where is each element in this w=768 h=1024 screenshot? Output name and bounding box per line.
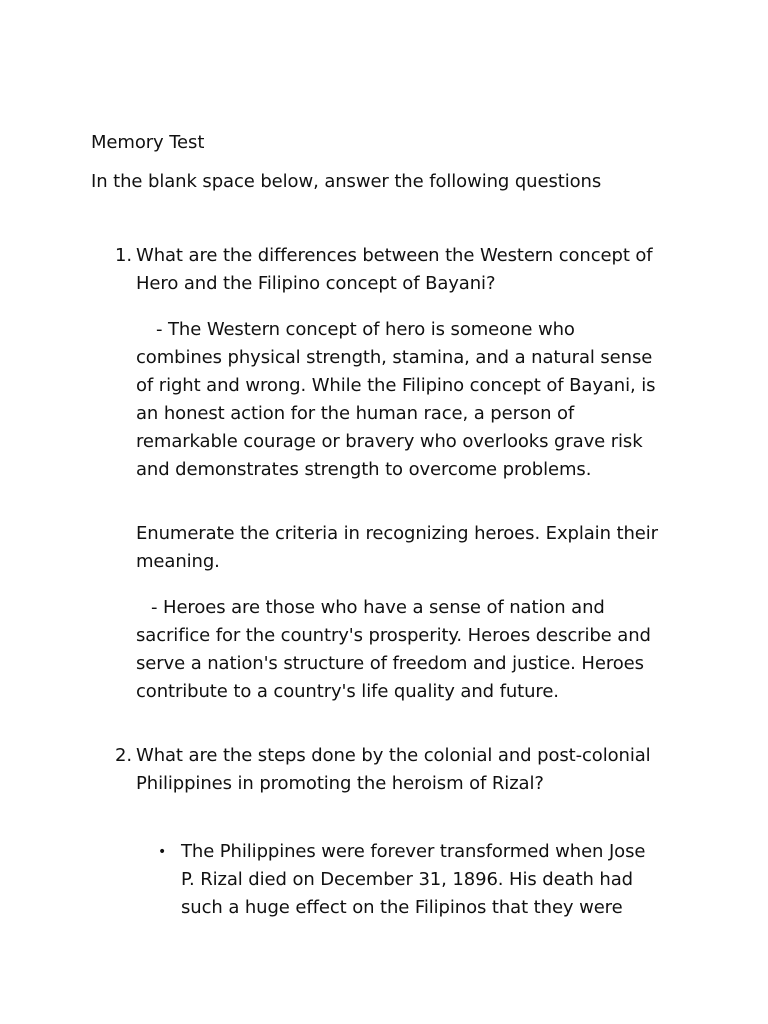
- q2-number: 2.: [115, 745, 132, 766]
- q1-answer-line-4: an honest action for the human race, a person of: [136, 403, 575, 424]
- q1-answer-line-5: remarkable courage or bravery who overlooks grave risk: [136, 431, 643, 452]
- q1-answer-line-6: and demonstrates strength to overcome problems.: [136, 459, 592, 480]
- q1-question-line-2: Hero and the Filipino concept of Bayani?: [136, 273, 496, 294]
- q1b-question-line-2: meaning.: [136, 551, 220, 572]
- q1-question-line-1: What are the differences between the Western concept of: [136, 245, 653, 266]
- q1b-answer-line-2: sacrifice for the country's prosperity. Heroes describe and: [136, 625, 651, 646]
- q2-answer-line-2: P. Rizal died on December 31, 1896. His death had: [181, 869, 633, 890]
- bullet-icon: •: [158, 844, 167, 860]
- q1-answer-line-1: - The Western concept of hero is someone who: [156, 319, 575, 340]
- q1b-answer-line-3: serve a nation's structure of freedom and justice. Heroes: [136, 653, 644, 674]
- instruction-text: In the blank space below, answer the following questions: [91, 171, 602, 192]
- q1b-question-line-1: Enumerate the criteria in recognizing heroes. Explain their: [136, 523, 658, 544]
- q2-answer-line-1: The Philippines were forever transformed when Jose: [181, 841, 646, 862]
- q2-answer-line-3: such a huge effect on the Filipinos that they were: [181, 897, 623, 918]
- q1-answer-line-2: combines physical strength, stamina, and a natural sense: [136, 347, 653, 368]
- q1-answer-line-3: of right and wrong. While the Filipino concept of Bayani, is: [136, 375, 656, 396]
- q2-question-line-2: Philippines in promoting the heroism of Rizal?: [136, 773, 544, 794]
- q1b-answer-line-4: contribute to a country's life quality and future.: [136, 681, 559, 702]
- q1-number: 1.: [115, 245, 132, 266]
- q1b-answer-line-1: - Heroes are those who have a sense of nation and: [151, 597, 605, 618]
- q2-question-line-1: What are the steps done by the colonial and post-colonial: [136, 745, 651, 766]
- document-title: Memory Test: [91, 132, 205, 153]
